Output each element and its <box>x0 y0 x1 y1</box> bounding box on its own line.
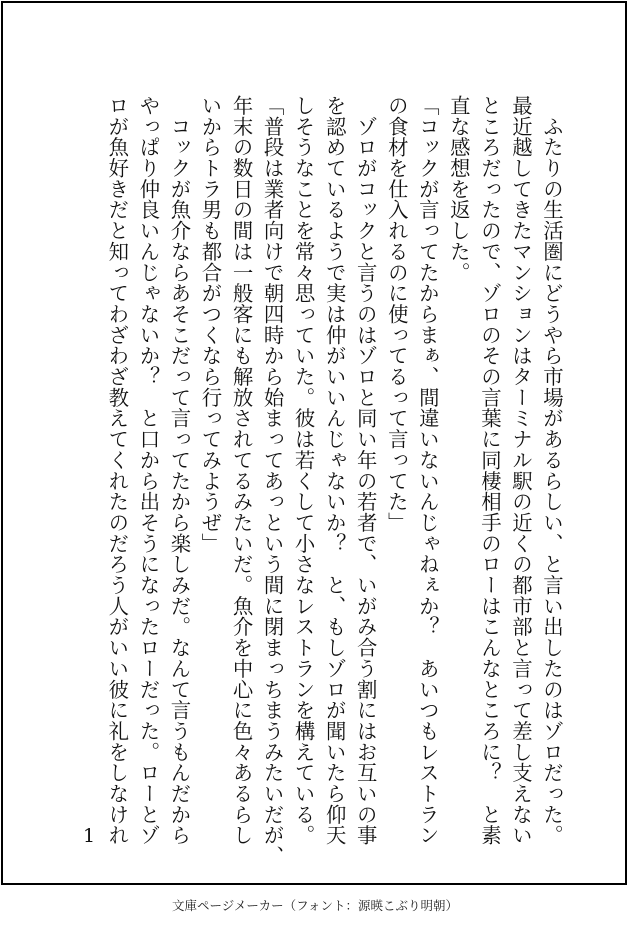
text-line: いからトラ男も都合がつくなら行ってみようぜ」 <box>198 95 223 554</box>
text-line: の食材を仕入れるのに使ってるって言ってた」 <box>384 95 409 533</box>
text-line: ロが魚好きだと知ってわざわざ教えてくれたのだろう人がいい彼に礼をしなけれ <box>105 95 130 846</box>
text-line: やっぱり仲良いんじゃないか？ と口から出そうになったローだった。ローとゾ <box>136 95 161 846</box>
text-line: ゾロがコックと言うのはゾロと同い年の若者で、いがみ合う割にはお互いの事 <box>353 95 378 846</box>
text-line: を認めているようで実は仲がいいんじゃないか？ と、もしゾロが聞いたら仰天 <box>322 95 347 846</box>
text-line: 年末の数日の間は一般客にも解放されてるみたいだ。魚介を中心に色々あるらし <box>229 95 254 846</box>
text-line: しそうなことを常々思っていた。彼は若くして小さなレストランを構えている。 <box>291 95 316 846</box>
page-number: 1 <box>83 825 96 847</box>
credit-footer: 文庫ページメーカー（フォント：源暎こぶり明朝） <box>171 898 458 913</box>
text-line: ところだったので、ゾロのその言葉に同棲相手のローはこんなところに？ と素 <box>477 95 502 846</box>
text-line: 「コックが言ってたからまぁ、間違いないんじゃねぇか？ あいつもレストラン <box>415 95 440 846</box>
text-line: 直な感想を返した。 <box>446 95 471 283</box>
text-line: 最近越してきたマンションはターミナル駅の近くの都市部と言って差し支えない <box>508 95 533 846</box>
page-frame <box>1 1 627 885</box>
vertical-text-body <box>101 95 567 867</box>
text-line: ふたりの生活圏にどうやら市場があるらしい、と言い出したのはゾロだった。 <box>540 95 564 846</box>
text-line: 「普段は業者向けで朝四時から始まってあっという間に閉まっちまうみたいだが、 <box>260 95 285 867</box>
text-line: コックが魚介ならあそこだって言ってたから楽しみだ。なんて言うもんだから <box>167 95 192 846</box>
